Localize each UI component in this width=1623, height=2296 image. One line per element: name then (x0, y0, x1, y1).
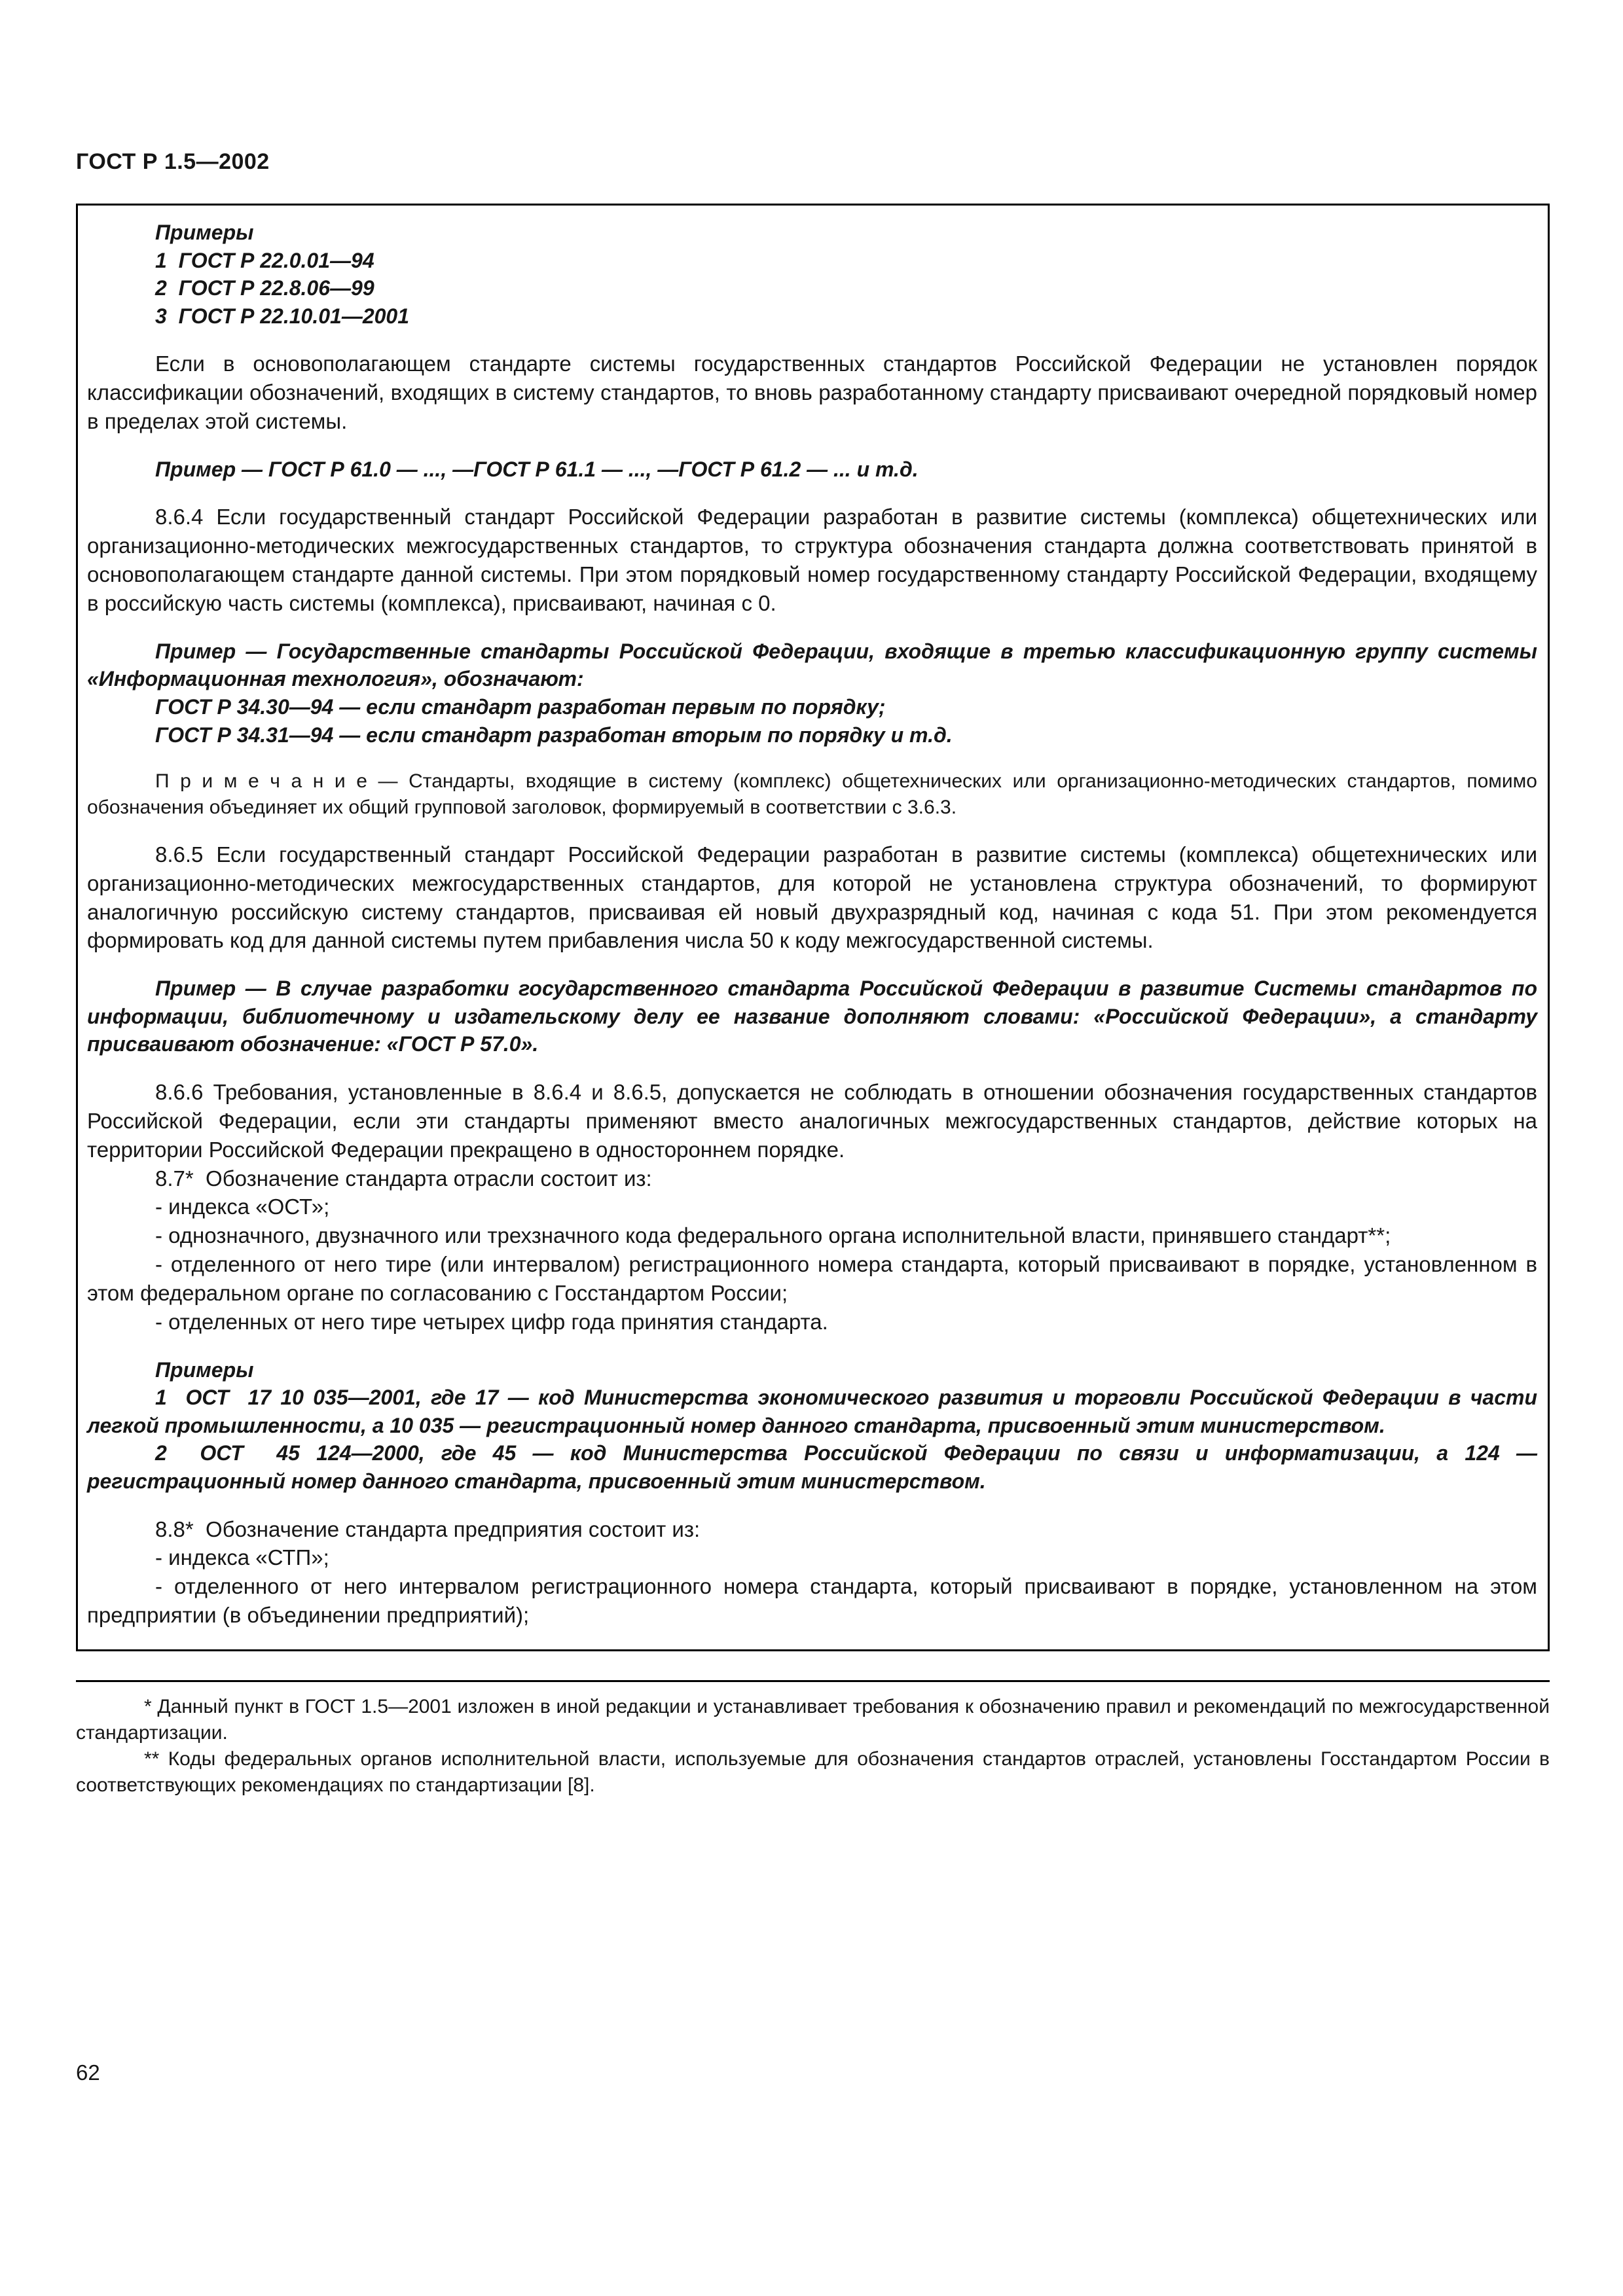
paragraph-8-8: 8.8* Обозначение стандарта предприятия состоит из: (155, 1516, 701, 1541)
list-item-stp-reg-number: - отделенного от него интервалом регистрационного номера стандарта, который присваивают в порядке, установленном на этом предприятии (в объединении предприятий); (87, 1574, 1537, 1628)
example-8-6-4-line-1: ГОСТ Р 34.30—94 — если стандарт разработан первым по порядку; (155, 694, 886, 719)
note-paragraph: П р и м е ч а н и е — Стандарты, входящие в систему (комплекс) общетехнических или организационно-методических стандартов, помимо обозначения объединяет их общий групповой заголовок, формируемый в соответствии с 3.6.3. (87, 770, 1537, 818)
doc-code-header: ГОСТ Р 1.5—2002 (76, 149, 270, 174)
example-item-gost-22-10-01: 3 ГОСТ Р 22.10.01—2001 (155, 304, 409, 328)
example-8-6-4-line-2: ГОСТ Р 34.31—94 — если стандарт разработан вторым по порядку и т.д. (155, 723, 953, 747)
example-8-6-5: Пример — В случае разработки государственного стандарта Российской Федерации в развитие Системы стандартов по информации, библиотечному и издательскому делу ее название дополняют словами: «Российской Федерации», а стандарту присваивают обозначение: «ГОСТ Р 57.0». (87, 977, 1537, 1056)
list-item-agency-code: - однозначного, двузначного или трехзначного кода федерального органа исполнительной власти, принявшего стандарт**; (155, 1223, 1391, 1248)
example-ost-17: 1 ОСТ 17 10 035—2001, где 17 — код Министерства экономического развития и торговли Российской Федерации в части легкой промышленности, а 10 035 — регистрационный номер данного стандарта, присвоенный этим министерством. (87, 1386, 1537, 1437)
example-8-6-4-intro: Пример — Государственные стандарты Российской Федерации, входящие в третью классификационную группу системы «Информационная технология», обозначают: (87, 639, 1537, 691)
paragraph-8-6-4: 8.6.4 Если государственный стандарт Российской Федерации разработан в развитие системы (комплекса) общетехнических или организационно-методических межгосударственных стандартов, то структура обозначения стандарта должна соответствовать принятой в основополагающем стандарте данной системы. При этом порядковый номер государственному стандарту Российской Федерации, входящему в российскую часть системы (комплекса), присваивают, начиная с 0. (87, 505, 1537, 615)
list-item-reg-number: - отделенного от него тире (или интервалом) регистрационного номера стандарта, который присваивают в порядке, установленном в этом федеральном органе по согласованию с Госстандартом России; (87, 1252, 1537, 1306)
example-ost-45: 2 ОСТ 45 124—2000, где 45 — код Министерства Российской Федерации по связи и информатизации, а 124 — регистрационный номер данного стандарта, присвоенный этим министерством. (87, 1441, 1537, 1494)
example-gost-61: Пример — ГОСТ Р 61.0 — ..., —ГОСТ Р 61.1 — ..., —ГОСТ Р 61.2 — ... и т.д. (155, 457, 919, 481)
paragraph-8-6-5: 8.6.5 Если государственный стандарт Российской Федерации разработан в развитие системы (комплекса) общетехнических или организационно-методических межгосударственных стандартов, для которой не установлена структура обозначений, то формируют аналогичную российскую систему стандартов, присваивая ей новый двухразрядный код, начиная с кода 51. При этом рекомендуется формировать код для данной системы путем прибавления числа 50 к коду межгосударственной системы. (87, 842, 1537, 953)
footnote-area (76, 1680, 1550, 1799)
list-item-year-digits: - отделенных от него тире четырех цифр года принятия стандарта. (155, 1309, 828, 1334)
paragraph-8-6-6: 8.6.6 Требования, установленные в 8.6.4 и 8.6.5, допускается не соблюдать в отношении обозначения государственных стандартов Российской Федерации, если эти стандарты применяют вместо аналогичных межгосударственных стандартов, действие которых на территории Российской Федерации прекращено в одностороннем порядке. (87, 1079, 1537, 1162)
example-item-gost-22-8-06: 2 ГОСТ Р 22.8.06—99 (155, 276, 374, 300)
footnote-2: ** Коды федеральных органов исполнительной власти, используемые для обозначения стандартов отраслей, установлены Госстандартом России в соответствующих рекомендациях по стандартизации [8]. (76, 1748, 1550, 1796)
list-item-ost-index: - индекса «ОСТ»; (155, 1194, 330, 1219)
example-item-gost-22-0-01: 1 ГОСТ Р 22.0.01—94 (155, 248, 374, 272)
paragraph-intro: Если в основополагающем стандарте системы государственных стандартов Российской Федерации не установлен порядок классификации обозначений, входящих в систему стандартов, то вновь разработанному стандарту присваивают очередной порядковый номер в пределах этой системы. (87, 351, 1537, 433)
examples-heading-1: Примеры (155, 221, 254, 244)
content-frame (76, 204, 1550, 1651)
page-number: 62 (76, 2060, 100, 2085)
paragraph-8-7: 8.7* Обозначение стандарта отрасли состоит из: (155, 1166, 652, 1191)
list-item-stp-index: - индекса «СТП»; (155, 1545, 329, 1570)
examples-heading-2: Примеры (155, 1357, 254, 1382)
footnote-1: * Данный пункт в ГОСТ 1.5—2001 изложен в иной редакции и устанавливает требования к обозначению правил и рекомендаций по межгосударственной стандартизации. (76, 1696, 1550, 1744)
